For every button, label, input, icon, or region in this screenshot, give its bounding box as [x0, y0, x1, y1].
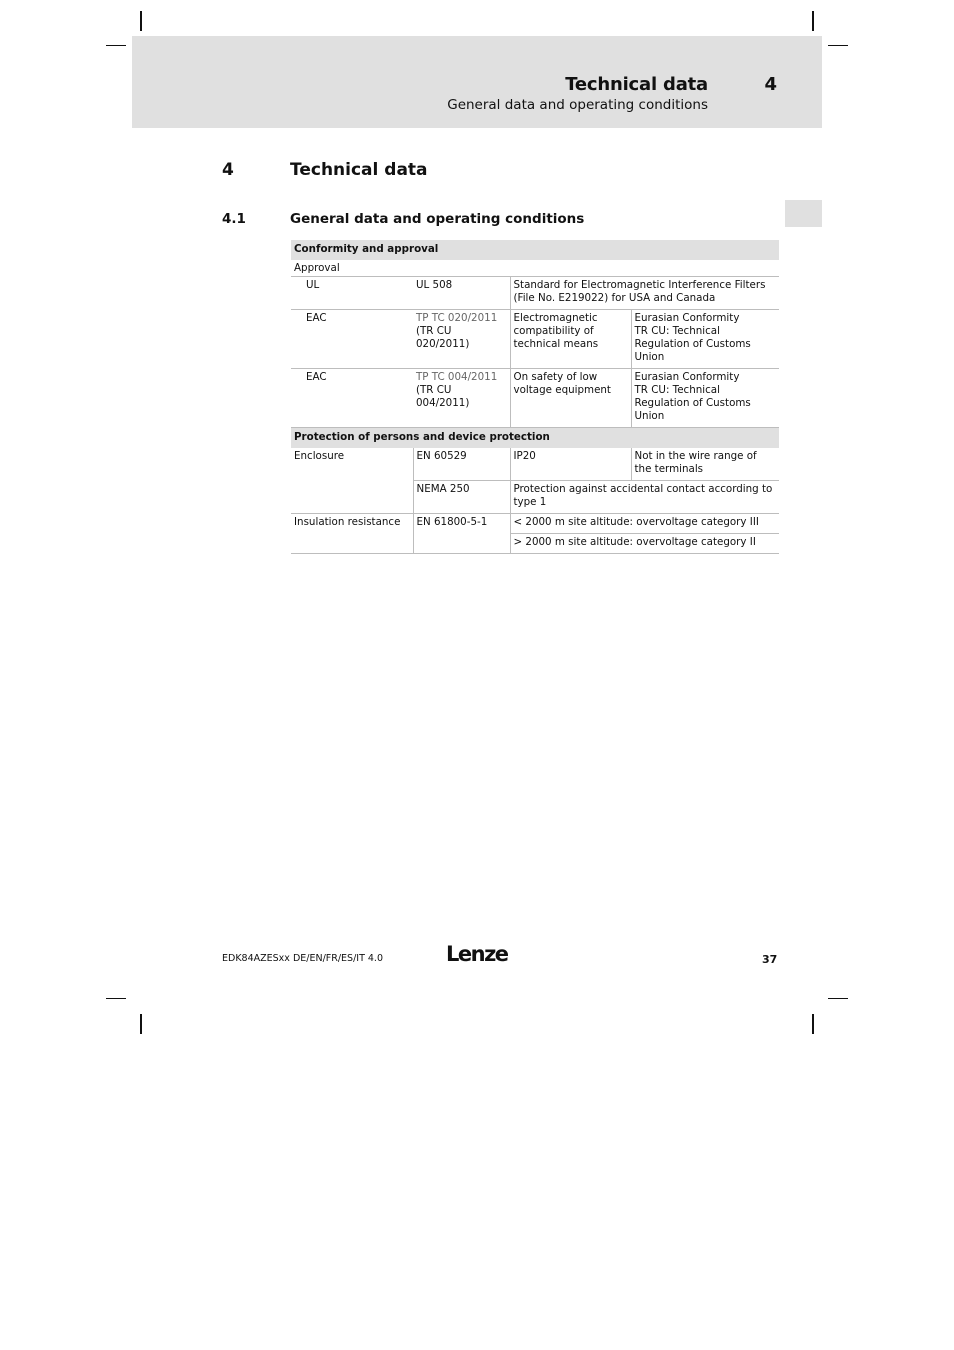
table-row: [291, 369, 779, 428]
crop-mark: [106, 45, 126, 46]
table-section-header: [291, 240, 779, 260]
subsection-number: 4.1: [222, 211, 246, 227]
approval-label: Approval: [291, 260, 779, 277]
table-row: [291, 310, 779, 369]
footer-document-id: EDK84AZESxx DE/EN/FR/ES/IT 4.0: [222, 953, 383, 964]
lenze-logo: Lenze: [446, 942, 508, 966]
crop-mark: [106, 998, 126, 999]
crop-mark: [140, 1014, 142, 1034]
header-title: Technical data: [565, 74, 708, 95]
protection-header: Protection of persons and device protection: [291, 428, 779, 449]
enclosure-label: Enclosure: [291, 448, 413, 514]
insulation-value2: > 2000 m site altitude: overvoltage category II: [510, 534, 779, 554]
eac2-standard-alt: (TR CU 004/2011): [416, 384, 470, 409]
eac2-standard: [413, 369, 510, 428]
header-subtitle: General data and operating conditions: [447, 97, 708, 113]
table-row: [291, 448, 779, 481]
crop-mark: [140, 11, 142, 31]
spec-table: [291, 240, 779, 554]
section-number: 4: [222, 160, 234, 180]
eac2-regulation: TR CU: Technical Regulation of Customs Union: [634, 384, 751, 422]
page-header: [132, 36, 822, 128]
section-title: Technical data: [290, 160, 428, 180]
enclosure-note1: Not in the wire range of the terminals: [631, 448, 779, 481]
eac1-label: EAC: [291, 310, 413, 369]
enclosure-standard1: EN 60529: [413, 448, 510, 481]
eac2-standard-code: TP TC 004/2011: [416, 371, 498, 383]
eac1-scope: Electromagnetic compatibility of technical means: [510, 310, 631, 369]
eac1-standard-alt: (TR CU 020/2011): [416, 325, 470, 350]
eac2-conformity-cell: [631, 369, 779, 428]
crop-mark: [828, 998, 848, 999]
crop-mark: [812, 11, 814, 31]
insulation-value1: < 2000 m site altitude: overvoltage category III: [510, 514, 779, 534]
crop-mark: [812, 1014, 814, 1034]
insulation-label: Insulation resistance: [291, 514, 413, 554]
enclosure-rating2: Protection against accidental contact according to type 1: [510, 481, 779, 514]
table-section-header: [291, 428, 779, 449]
conformity-header: Conformity and approval: [291, 240, 779, 260]
eac1-conformity-cell: [631, 310, 779, 369]
page-number: 37: [762, 953, 778, 966]
enclosure-rating1: IP20: [510, 448, 631, 481]
insulation-standard: EN 61800-5-1: [413, 514, 510, 554]
eac1-regulation: TR CU: Technical Regulation of Customs Union: [634, 325, 751, 363]
table-row: [291, 277, 779, 310]
crop-mark: [828, 45, 848, 46]
ul-standard: UL 508: [413, 277, 510, 310]
chapter-side-tab: [785, 200, 822, 227]
ul-description: Standard for Electromagnetic Interference Filters (File No. E219022) for USA and Canada: [510, 277, 779, 310]
eac1-standard-code: TP TC 020/2011: [416, 312, 498, 324]
eac1-standard: [413, 310, 510, 369]
eac2-conformity: Eurasian Conformity: [634, 371, 740, 383]
eac2-scope: On safety of low voltage equipment: [510, 369, 631, 428]
enclosure-standard2: NEMA 250: [413, 481, 510, 514]
eac2-label: EAC: [291, 369, 413, 428]
ul-label: UL: [291, 277, 413, 310]
table-row: [291, 260, 779, 277]
eac1-conformity: Eurasian Conformity: [634, 312, 740, 324]
header-chapter-number: 4: [764, 74, 777, 95]
table-row: [291, 514, 779, 534]
subsection-title: General data and operating conditions: [290, 211, 585, 227]
